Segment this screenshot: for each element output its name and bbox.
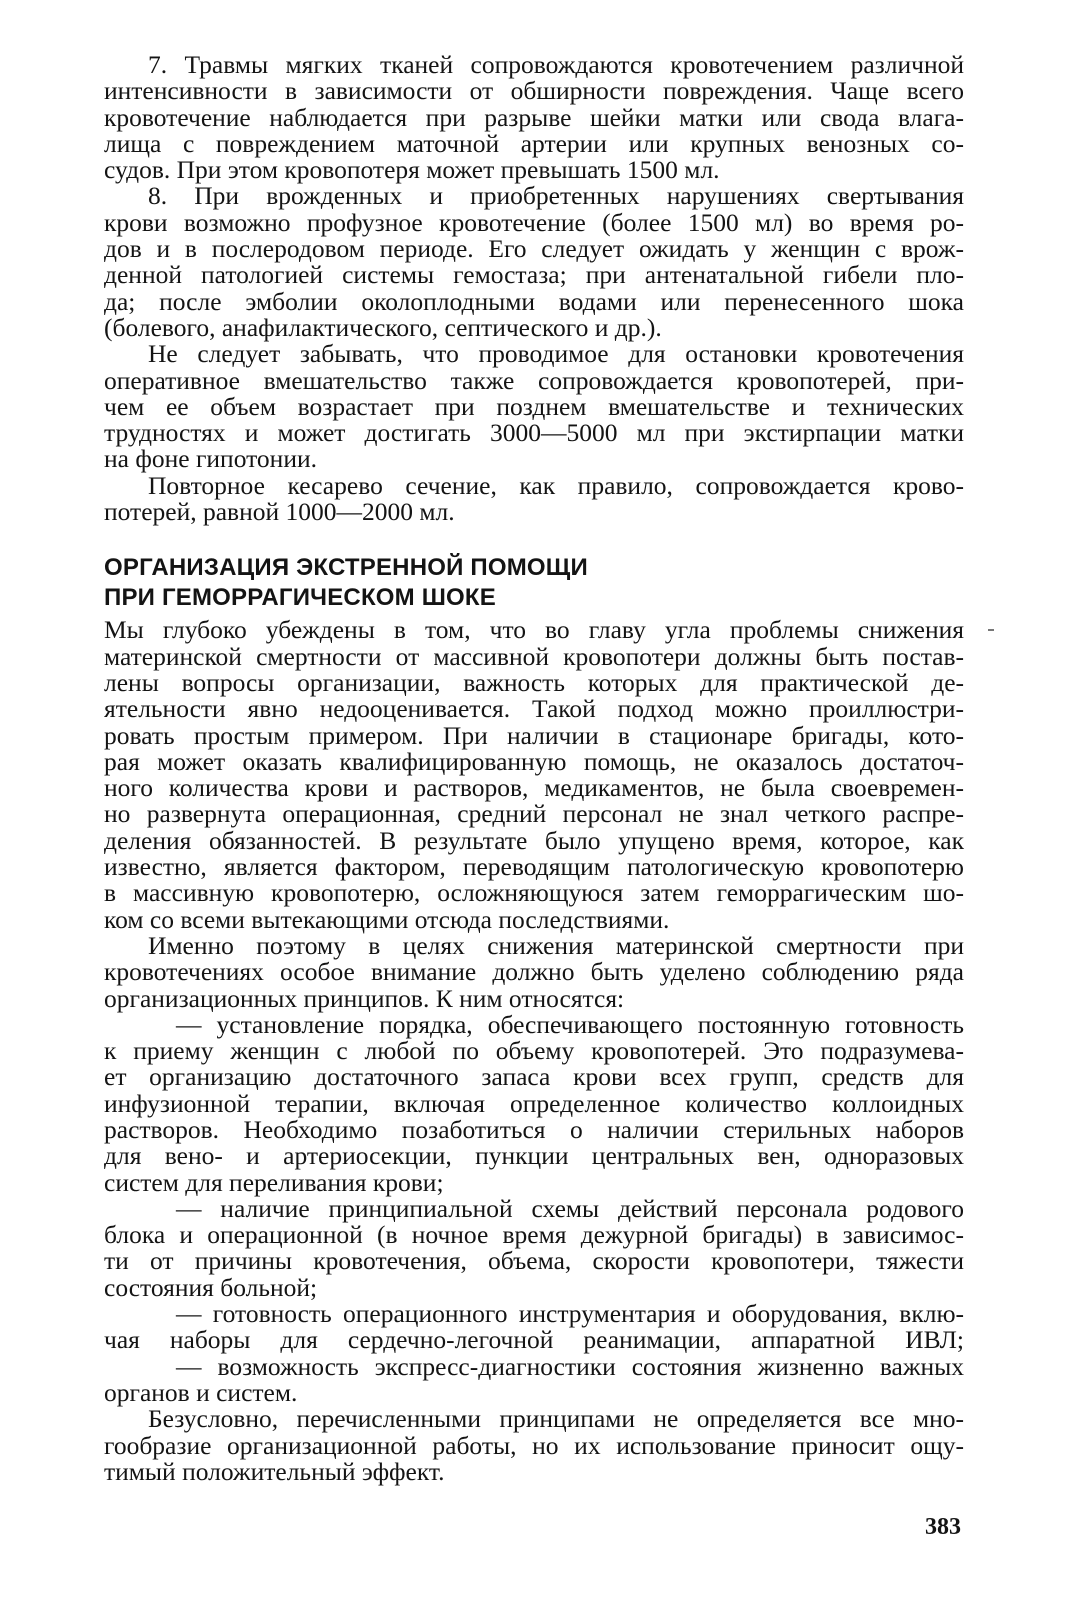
text-line: 7. Травмы мягких тканей сопровождаются кровотечением различной	[148, 50, 964, 79]
text-line: лища с повреждением маточной артерии или крупных венозных со-	[104, 128, 964, 158]
text-line: рая может оказать квалифицированную помощь, не оказалось достаточ-	[104, 746, 964, 776]
text-line: для вено- и артериосекции, пункции центральных вен, одноразовых	[104, 1141, 964, 1171]
text-line: — готовность операционного инструментария и оборудования, вклю-	[176, 1299, 964, 1329]
text-line: интенсивности в зависимости от обширности повреждения. Чаще всего	[104, 76, 964, 106]
heading-line: ОРГАНИЗАЦИЯ ЭКСТРЕННОЙ ПОМОЩИ	[104, 554, 588, 582]
text-line: тимый положительный эффект.	[104, 1456, 445, 1486]
text-line: — установление порядка, обеспечивающего постоянную готовность	[176, 1009, 964, 1039]
text-line: ного количества крови и растворов, медикаментов, не была своевремен-	[104, 773, 964, 803]
text-line: да; после эмболии околоплодными водами или перенесенного шока	[104, 286, 964, 316]
list-item-readiness	[104, 1009, 964, 1197]
paragraph-intro	[104, 617, 964, 933]
text-line: судов. При этом кровопотеря может превышать 1500 мл.	[104, 155, 720, 185]
text-line: к приему женщин с любой по объему кровопотерей. Это подразумева-	[104, 1036, 964, 1066]
text-line: гообразие организационной работы, но их использование приносит ощу-	[104, 1430, 964, 1460]
text-line: крови возможно профузное кровотечение (более 1500 мл) во время ро-	[104, 207, 964, 237]
text-line: денной патологией системы гемостаза; при антенатальной гибели пло-	[104, 260, 964, 290]
book-page	[104, 52, 964, 1485]
text-line: оперативное вмешательство также сопровождается кровопотерей, при-	[104, 365, 964, 395]
text-line: трудностях и может достигать 3000—5000 мл при экстирпации матки	[104, 418, 964, 448]
text-line: дов и в послеродовом периоде. Его следует ожидать у женщин с врож-	[104, 234, 964, 264]
text-line: лены вопросы организации, важность которых для практической де-	[104, 667, 964, 697]
text-line: Не следует забывать, что проводимое для остановки кровотечения	[148, 339, 964, 369]
text-line: чем ее объем возрастает при позднем вмешательстве и технических	[104, 391, 964, 421]
text-line: инфузионной терапии, включая определенное количество коллоидных	[104, 1088, 964, 1118]
text-line: кровотечениях особое внимание должно быть уделено соблюдению ряда	[104, 957, 964, 987]
margin-mark	[988, 629, 994, 631]
paragraph-item-7	[104, 52, 964, 183]
text-line: растворов. Необходимо позаботиться о наличии стерильных наборов	[104, 1114, 964, 1144]
list-item-diagnostics	[104, 1351, 964, 1407]
text-line: но развернута операционная, средний персонал не знал четкого распре-	[104, 799, 964, 829]
paragraph-cesarean	[104, 470, 964, 527]
list-item-equipment	[104, 1301, 964, 1354]
text-line: — возможность экспресс-диагностики состояния жизненно важных	[176, 1351, 964, 1381]
text-line: (болевого, анафилактического, септического и др.).	[104, 312, 662, 342]
text-line: состояния больной;	[104, 1272, 318, 1302]
paragraph-conclusion	[104, 1406, 964, 1485]
text-line: Повторное кесарево сечение, как правило, сопровождается крово-	[148, 470, 964, 500]
text-line: известно, является фактором, переводящим патологическую кровопотерю	[104, 852, 964, 882]
text-line: — наличие принципиальной схемы действий персонала родового	[176, 1193, 964, 1223]
text-line: блока и операционной (в ночное время дежурной бригады) в зависимос-	[104, 1220, 964, 1250]
list-item-action-scheme	[104, 1193, 964, 1302]
text-line: ятельности явно недооценивается. Такой подход можно проиллюстри-	[104, 694, 964, 724]
text-line: чая наборы для сердечно-легочной реанимации, аппаратной ИВЛ;	[104, 1325, 964, 1355]
page-number: 383	[925, 1514, 961, 1540]
text-line: потерей, равной 1000—2000 мл.	[104, 497, 455, 527]
paragraph-surgery	[104, 341, 964, 472]
text-line: на фоне гипотонии.	[104, 444, 317, 474]
text-line: Именно поэтому в целях снижения материнской смертности при	[148, 930, 964, 960]
section-heading	[104, 553, 964, 613]
text-line: кровотечение наблюдается при разрыве шейки матки или свода влага-	[104, 102, 964, 132]
text-line: деления обязанностей. В результате было упущено время, которое, как	[104, 825, 964, 855]
text-line: систем для переливания крови;	[104, 1167, 444, 1197]
text-line: органов и систем.	[104, 1377, 298, 1407]
text-line: материнской смертности от массивной кровопотери должны быть постав-	[104, 641, 964, 671]
text-line: ет организацию достаточного запаса крови всех групп, средств для	[104, 1062, 964, 1092]
paragraph-item-8	[104, 183, 964, 341]
heading-line: ПРИ ГЕМОРРАГИЧЕСКОМ ШОКЕ	[104, 584, 496, 612]
text-line: Безусловно, перечисленными принципами не определяется все мно-	[148, 1404, 964, 1434]
text-line: 8. При врожденных и приобретенных нарушениях свертывания	[148, 181, 964, 211]
paragraph-principles-intro	[104, 930, 964, 1013]
text-line: организационных принципов. К ним относятся:	[104, 983, 625, 1013]
text-line: Мы глубоко убеждены в том, что во главу угла проблемы снижения	[104, 615, 964, 645]
text-line: в массивную кровопотерю, осложняющуюся затем геморрагическим шо-	[104, 878, 964, 908]
text-line: ровать простым примером. При наличии в стационаре бригады, кото-	[104, 720, 964, 750]
text-line: ти от причины кровотечения, объема, скорости кровопотери, тяжести	[104, 1246, 964, 1276]
text-line: ком со всеми вытекающими отсюда последствиями.	[104, 904, 670, 934]
